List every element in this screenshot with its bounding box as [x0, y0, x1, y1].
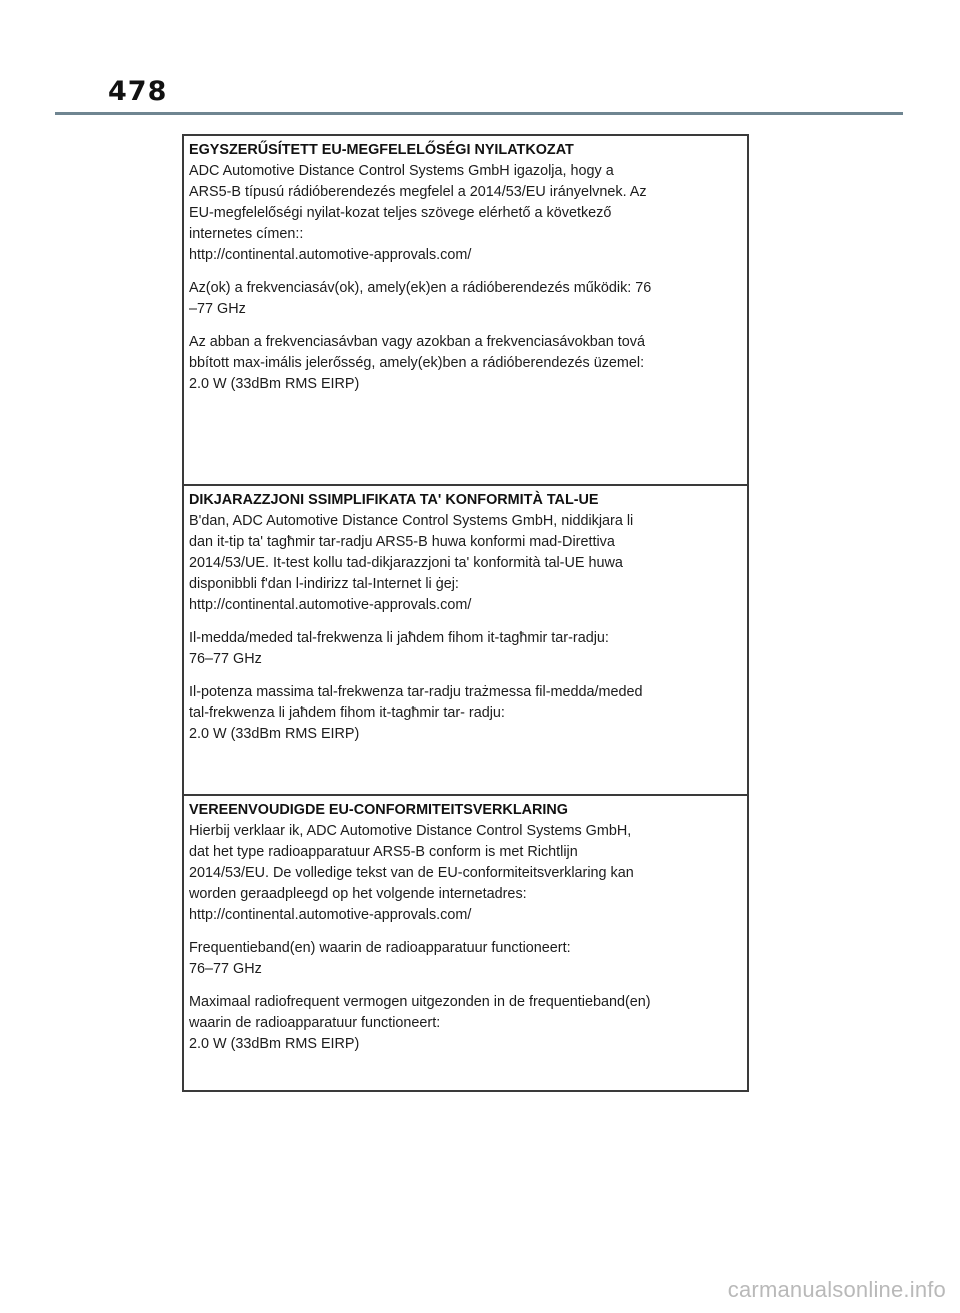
text-line: bbított max-imális jelerősség, amely(ek)ben a rádióberendezés üzemel:	[189, 355, 645, 371]
text-line: Az(ok) a frekvenciasáv(ok), amely(ek)en a rádióberendezés működik: 76	[189, 280, 652, 296]
url-line: http://continental.automotive-approvals.com/	[189, 597, 472, 613]
paragraph-gap	[189, 616, 747, 628]
section-paragraph	[189, 821, 747, 926]
section-paragraph	[189, 332, 747, 395]
text-line: ADC Automotive Distance Control Systems GmbH igazolja, hogy a	[189, 163, 614, 179]
text-line: dat het type radioapparatuur ARS5-B conform is met Richtlijn	[189, 844, 578, 860]
page-number: 478	[108, 76, 168, 107]
section-dutch	[184, 794, 747, 1092]
text-line: 76–77 GHz	[189, 961, 262, 977]
section-paragraph	[189, 938, 747, 980]
watermark: carmanualsonline.info	[727, 1277, 946, 1302]
section-paragraph	[189, 161, 747, 266]
section-heading: EGYSZERŰSÍTETT EU-MEGFELELŐSÉGI NYILATKOZAT	[189, 142, 574, 158]
url-line: http://continental.automotive-approvals.com/	[189, 247, 472, 263]
text-line: internetes címen::	[189, 226, 304, 242]
section-paragraph	[189, 682, 747, 745]
text-line: B'dan, ADC Automotive Distance Control Systems GmbH, niddikjara li	[189, 513, 634, 529]
section-paragraph	[189, 992, 747, 1055]
text-line: Az abban a frekvenciasávban vagy azokban a frekvenciasávokban tová	[189, 334, 645, 350]
text-line: 2.0 W (33dBm RMS EIRP)	[189, 376, 360, 392]
text-line: waarin de radioapparatuur functioneert:	[189, 1015, 441, 1031]
section-paragraph	[189, 278, 747, 320]
section-heading: DIKJARAZZJONI SSIMPLIFIKATA TA' KONFORMITÀ TAL-UE	[189, 492, 599, 508]
text-line: tal-frekwenza li jaħdem fihom it-tagħmir tar- radju:	[189, 705, 505, 721]
text-line: dan it-tip ta' tagħmir tar-radju ARS5-B huwa konformi mad-Direttiva	[189, 534, 615, 550]
section-heading: VEREENVOUDIGDE EU-CONFORMITEITSVERKLARING	[189, 802, 568, 818]
text-line: 2014/53/UE. It-test kollu tad-dikjarazzjoni ta' konformità tal-UE huwa	[189, 555, 623, 571]
text-line: 2014/53/EU. De volledige tekst van de EU-conformiteitsverklaring kan	[189, 865, 634, 881]
declaration-scan	[182, 134, 749, 1092]
text-line: –77 GHz	[189, 301, 246, 317]
paragraph-gap	[189, 926, 747, 938]
header-rule	[55, 112, 903, 115]
section-hungarian	[184, 136, 747, 484]
section-paragraph	[189, 511, 747, 616]
section-paragraph	[189, 628, 747, 670]
text-line: 76–77 GHz	[189, 651, 262, 667]
text-line: Hierbij verklaar ik, ADC Automotive Distance Control Systems GmbH,	[189, 823, 632, 839]
text-line: worden geraadpleegd op het volgende internetadres:	[189, 886, 527, 902]
text-line: 2.0 W (33dBm RMS EIRP)	[189, 1036, 360, 1052]
text-line: Il-potenza massima tal-frekwenza tar-radju trażmessa fil-medda/meded	[189, 684, 643, 700]
text-line: ARS5-B típusú rádióberendezés megfelel a 2014/53/EU irányelvnek. Az	[189, 184, 647, 200]
text-line: Frequentieband(en) waarin de radioapparatuur functioneert:	[189, 940, 571, 956]
url-line: http://continental.automotive-approvals.com/	[189, 907, 472, 923]
text-line: EU-megfelelőségi nyilat-kozat teljes szövege elérhető a következő	[189, 205, 612, 221]
paragraph-gap	[189, 320, 747, 332]
paragraph-gap	[189, 266, 747, 278]
text-line: disponibbli f'dan l-indirizz tal-Internet li ġej:	[189, 576, 459, 592]
section-maltese	[184, 484, 747, 794]
text-line: 2.0 W (33dBm RMS EIRP)	[189, 726, 360, 742]
paragraph-gap	[189, 670, 747, 682]
text-line: Il-medda/meded tal-frekwenza li jaħdem fihom it-tagħmir tar-radju:	[189, 630, 609, 646]
text-line: Maximaal radiofrequent vermogen uitgezonden in de frequentieband(en)	[189, 994, 651, 1010]
paragraph-gap	[189, 980, 747, 992]
